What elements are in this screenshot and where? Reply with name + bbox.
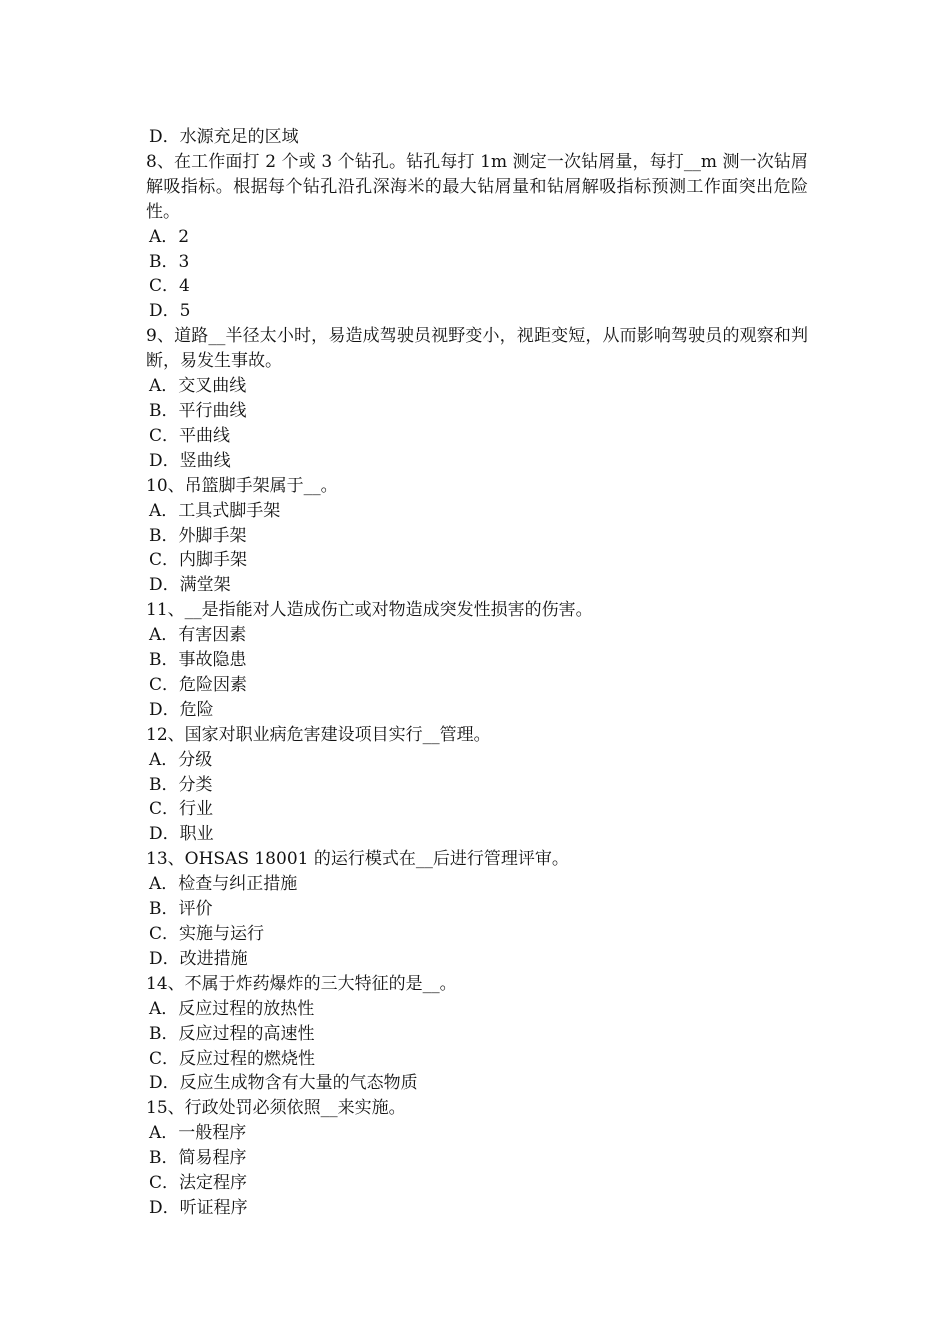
option-b: B．反应过程的高速性 [149,1023,315,1044]
option-b: B．3 [149,251,190,272]
option-d: D．改进措施 [149,948,248,969]
option-b: B．分类 [149,774,213,795]
option-c: C．内脚手架 [149,550,248,571]
question-13 [146,847,808,972]
option-d: D．听证程序 [149,1197,248,1218]
option-b: B．外脚手架 [149,525,247,546]
question-15 [146,1096,808,1221]
option-d: D．危险 [149,699,214,720]
question-stem: 10、吊篮脚手架属于__。 [146,475,338,496]
option-d: D．满堂架 [149,575,231,596]
option-a: A．2 [149,226,190,247]
option-c: C．平曲线 [149,425,231,446]
question-stem: 8、在工作面打 2 个或 3 个钻孔。钻孔每打 1m 测定一次钻屑量，每打__m 测一次钻屑解吸指标。根据每个钻孔沿孔深海米的最大钻屑量和钻屑解吸指标预测工作面突出危险性。 [146,151,808,222]
question-14 [146,972,808,1097]
option-b: B．评价 [149,899,213,920]
option-a: A．交叉曲线 [149,376,247,397]
option-a: A．一般程序 [149,1123,247,1144]
question-stem: 12、国家对职业病危害建设项目实行__管理。 [146,724,491,745]
question-9 [146,324,808,473]
option-b: B．简易程序 [149,1148,247,1169]
option-a: A．反应过程的放热性 [149,998,315,1019]
option-c: C．4 [149,276,190,297]
question-stem: 11、__是指能对人造成伤亡或对物造成突发性损害的伤害。 [146,600,593,621]
question-11 [146,598,808,723]
question-10 [146,474,808,599]
option-b: B．事故隐患 [149,650,247,671]
option-a: A．工具式脚手架 [149,500,281,521]
option-d: D．竖曲线 [149,450,231,471]
document-page [146,125,808,1221]
question-12 [146,723,808,848]
option-c: C．实施与运行 [149,924,265,944]
option-d: D．反应生成物含有大量的气态物质 [149,1073,418,1094]
option-a: A．分级 [149,749,213,770]
option-c: C．反应过程的燃烧性 [149,1048,316,1069]
lead-option: D．水源充足的区域 [149,127,299,147]
question-stem: 9、道路__半径太小时，易造成驾驶员视野变小，视距变短，从而影响驾驶员的观察和判断，易发生事故。 [146,326,808,372]
option-d: D．职业 [149,824,214,845]
option-d: D．5 [149,301,191,322]
option-a: A．检查与纠正措施 [149,874,298,895]
question-stem: 14、不属于炸药爆炸的三大特征的是__。 [146,973,457,994]
question-stem: 15、行政处罚必须依照__来实施。 [146,1098,406,1119]
question-stem: 13、OHSAS 18001 的运行模式在__后进行管理评审。 [146,849,569,870]
option-a: A．有害因素 [149,625,247,646]
question-8 [146,150,808,324]
option-c: C．行业 [149,799,214,820]
option-c: C．法定程序 [149,1173,248,1194]
option-b: B．平行曲线 [149,400,247,421]
option-c: C．危险因素 [149,674,248,695]
